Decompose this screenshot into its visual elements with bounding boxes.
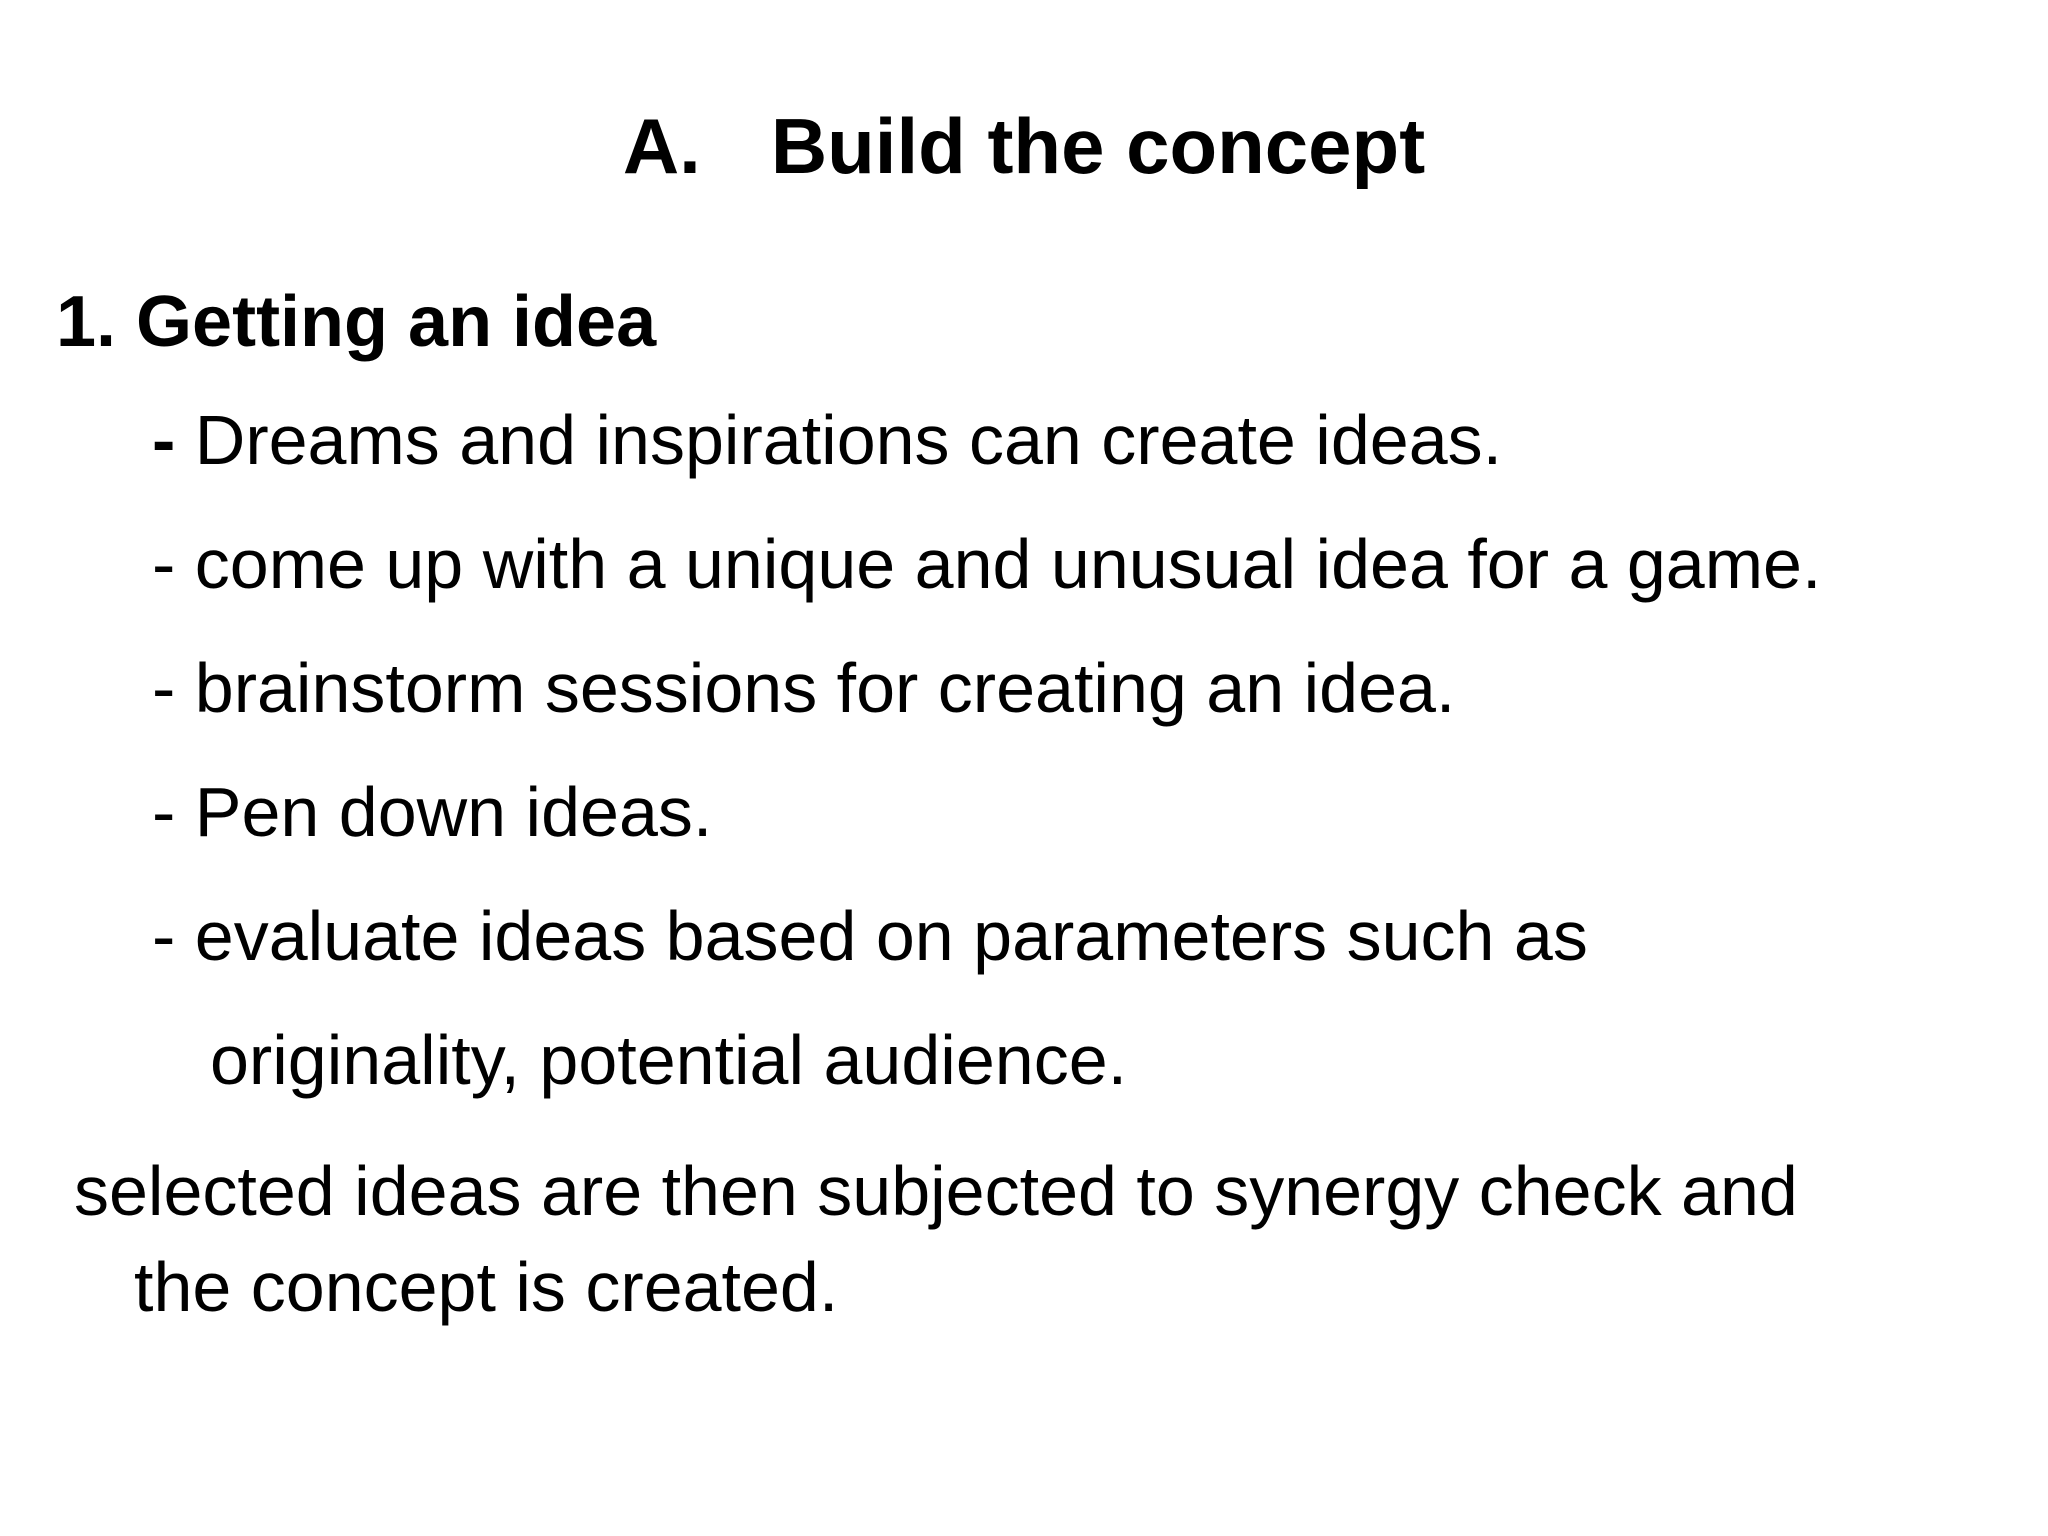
bullet-text: Pen down ideas.: [175, 773, 713, 851]
closing-line-1: selected ideas are then subjected to synergy check and: [74, 1152, 1798, 1230]
bullet-dash: -: [152, 649, 176, 727]
bullet-item: [152, 646, 1455, 730]
slide-title: [0, 100, 2048, 192]
section-heading: 1. Getting an idea: [56, 282, 657, 362]
bullet-dash: -: [152, 401, 176, 479]
bullet-item: [152, 522, 1821, 606]
bullet-continuation: originality, potential audience.: [210, 1021, 1128, 1099]
bullet-item: [152, 398, 1502, 482]
bullet-dash: -: [152, 525, 176, 603]
bullet-text: Dreams and inspirations can create ideas.: [175, 401, 1503, 479]
bullet-text: evaluate ideas based on parameters such as: [175, 897, 1588, 975]
bullet-text: brainstorm sessions for creating an idea.: [175, 649, 1456, 727]
title-text: Build the concept: [770, 102, 1426, 190]
bullet-text: come up with a unique and unusual idea for a game.: [175, 525, 1822, 603]
bullet-dash: -: [152, 897, 176, 975]
closing-line-2: the concept is created.: [134, 1248, 839, 1326]
bullet-dash: -: [152, 773, 176, 851]
title-section-letter: A.: [622, 102, 701, 190]
bullet-item: [152, 894, 1588, 978]
closing-paragraph: [74, 1143, 1798, 1335]
bullet-item: [152, 770, 712, 854]
